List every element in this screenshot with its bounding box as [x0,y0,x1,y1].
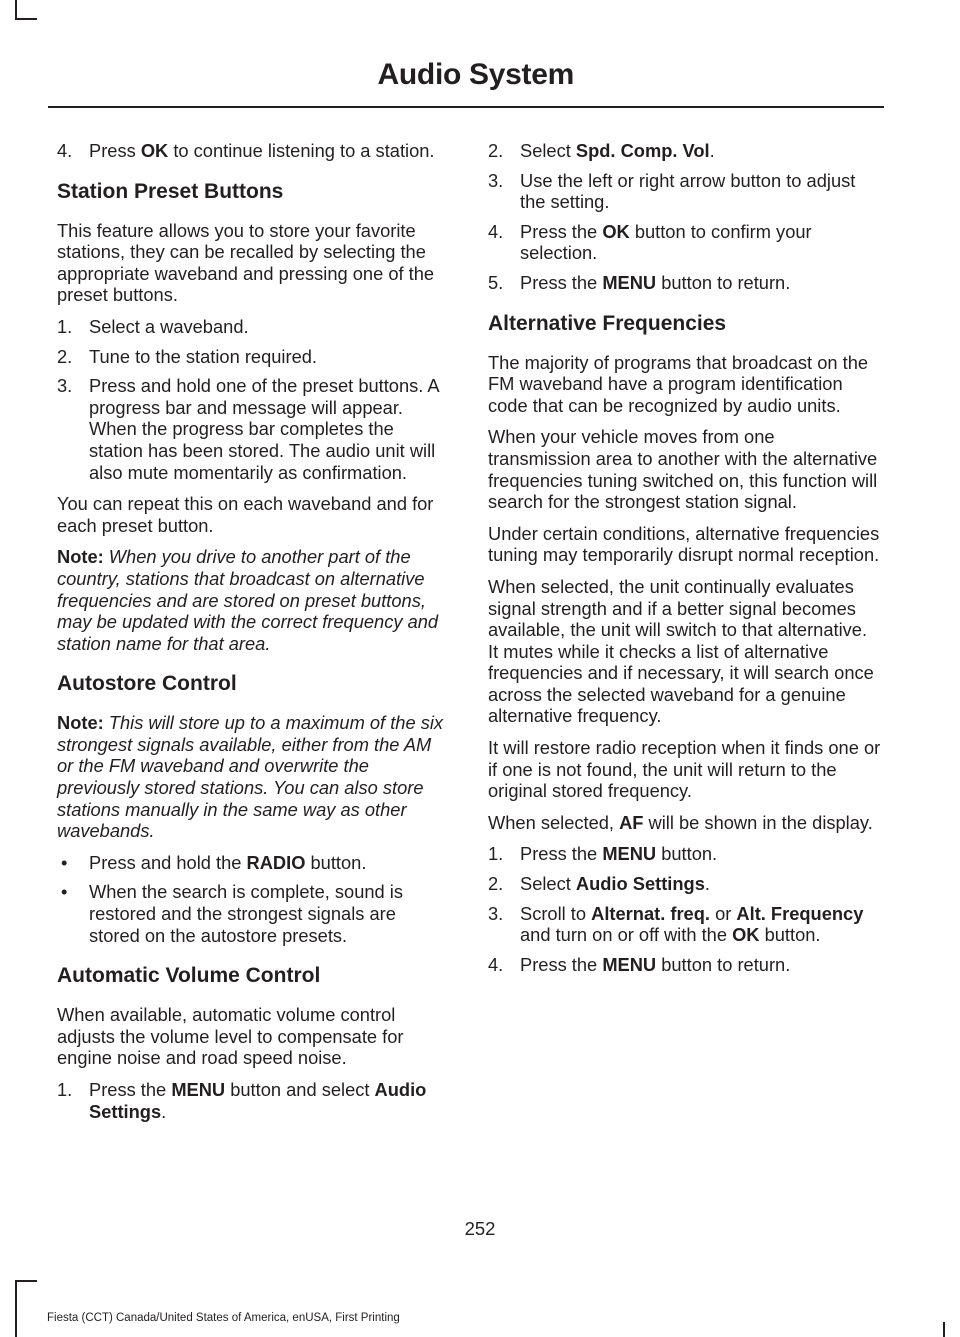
paragraph: The majority of programs that broadcast on the FM waveband have a program identification code that can be recognized by audio units. [488,351,869,416]
item-text: button. [656,843,718,865]
list-number: 2. [488,873,504,895]
item-text: Select [520,873,576,895]
paragraph: Under certain conditions, alternative frequencies tuning may temporarily disrupt normal reception. [488,522,880,566]
crop-mark [943,1322,945,1337]
list-number: 3. [488,169,504,191]
item-text: Press [89,140,141,161]
section-heading-station-preset: Station Preset Buttons [57,179,284,203]
item-text: button. [759,924,821,946]
item-text: to continue listening to a station. [168,140,435,161]
item-text: button to confirm your selection. [520,220,812,264]
item-text: Press the [520,220,603,242]
menu-name: Alternat. freq. [591,902,710,924]
button-name: MENU [602,271,657,293]
paragraph: When available, automatic volume control adjusts the volume level to compensate for engine noise and road speed noise. [57,1004,404,1069]
list-item [57,1079,450,1122]
list-number: 3. [488,902,504,924]
paragraph: This feature allows you to store your favorite stations, they can be recalled by selecting the appropriate waveband and pressing one of the preset buttons. [57,219,435,306]
item-text: Press the [520,953,603,975]
paragraph: It will restore radio reception when it finds one or if one is not found, the unit will return to the original stored frequency. [488,737,881,802]
item-text: will be shown in the display. [643,811,873,833]
list-item [488,170,881,213]
list-number: 4. [57,140,73,161]
button-name: OK [732,924,760,946]
list-item [57,881,450,946]
list-number: 5. [488,271,504,293]
alt-freq-steps [488,843,881,975]
item-text: Press the [520,843,603,865]
menu-name: Audio Settings [575,873,705,895]
paragraph [488,812,881,834]
button-name: MENU [602,843,657,865]
paragraph: You can repeat this on each waveband and for each preset button. [57,493,434,536]
paragraph: When your vehicle moves from one transmission area to another with the alternative frequencies tuning switched on, this function will search for the strongest station signal. [488,426,878,513]
right-column [488,140,881,985]
item-text: Press and hold one of the preset buttons. A progress bar and message will appear. When the progress bar completes the station has been stored. The audio unit will also mute momentarily as confirmation. [89,375,439,483]
list-item [57,375,450,483]
list-number: 1. [57,315,73,337]
crop-mark [15,1280,17,1337]
preset-steps [57,316,450,483]
item-text: When selected, [488,811,620,833]
display-indicator: AF [619,811,644,833]
note [57,712,450,842]
list-item [488,873,881,895]
item-text: Use the left or right arrow button to adjust the setting. [520,169,856,213]
footer-text: Fiesta (CCT) Canada/United States of America, enUSA, First Printing [47,1312,400,1324]
note [57,546,450,654]
avc-steps [57,1079,450,1122]
list-item [488,903,881,946]
list-number: 4. [488,953,504,975]
item-text: . [709,140,715,161]
item-text: . [161,1100,167,1122]
button-name: OK [602,220,630,242]
item-text: When the search is complete, sound is restored and the strongest signals are stored on the autostore presets. [89,881,403,946]
continued-list [57,140,450,162]
list-number: 2. [488,140,504,161]
item-text: Select [520,140,576,161]
note-label: Note: [57,546,104,568]
button-name: MENU [171,1079,226,1100]
item-text: button to return. [656,271,791,293]
autostore-bullets [57,852,450,946]
list-number: 1. [488,843,504,865]
item-text: button. [305,851,367,873]
button-name: MENU [602,953,657,975]
list-number: 1. [57,1079,73,1100]
list-item [488,954,881,976]
bullet-icon: • [61,851,68,873]
list-item [57,346,450,368]
item-text: Scroll to [520,902,592,924]
menu-name: Spd. Comp. Vol [575,140,710,161]
item-text: or [709,902,737,924]
note-text: This will store up to a maximum of the six strongest signals available, either from the AM or the FM waveband and overwrite the previously stored stations. You can also store stations manually in the same way as other wavebands. [57,712,444,842]
item-text: Press and hold the [89,851,247,873]
avc-steps-continued [488,140,881,294]
list-item [57,316,450,338]
item-text: Press the [89,1079,172,1100]
page-number: 252 [464,1218,496,1239]
list-number: 4. [488,220,504,242]
section-heading-alt-freq: Alternative Frequencies [488,311,727,335]
item-text: Tune to the station required. [89,345,317,367]
item-text: button and select [225,1079,375,1100]
item-text: . [704,873,710,895]
list-item [488,843,881,865]
list-item [488,272,881,294]
left-column [57,140,450,1132]
section-heading-autostore: Autostore Control [57,672,237,696]
list-item [488,140,881,162]
list-item [57,140,450,162]
item-text: button to return. [656,953,791,975]
item-text: Press the [520,271,603,293]
item-text: Select a waveband. [89,315,249,337]
list-number: 2. [57,345,73,367]
bullet-icon: • [61,881,68,903]
section-heading-avc: Automatic Volume Control [57,964,321,988]
crop-mark [15,0,17,20]
page-title: Audio System [377,58,574,91]
note-label: Note: [57,712,104,734]
list-number: 3. [57,375,73,397]
list-item [488,221,881,264]
crop-mark [15,18,37,20]
menu-name: Alt. Frequency [736,902,864,924]
note-text: When you drive to another part of the country, stations that broadcast on alternative frequencies and are stored on preset buttons, may be updated with the correct frequency and station name for that area. [57,546,439,654]
button-name: OK [140,140,169,161]
item-text: and turn on or off with the [520,924,733,946]
list-item [57,852,450,874]
menu-name: Audio Settings [89,1079,427,1122]
paragraph: When selected, the unit continually evaluates signal strength and if a better signal becomes available, the unit will switch to that alternative. It mutes while it checks a list of alternative frequencies and if necessary, it will search once across the selected waveband for a genuine alternative frequency. [488,575,874,727]
button-name: RADIO [246,851,306,873]
crop-mark [15,1280,37,1282]
header-divider [48,106,884,108]
